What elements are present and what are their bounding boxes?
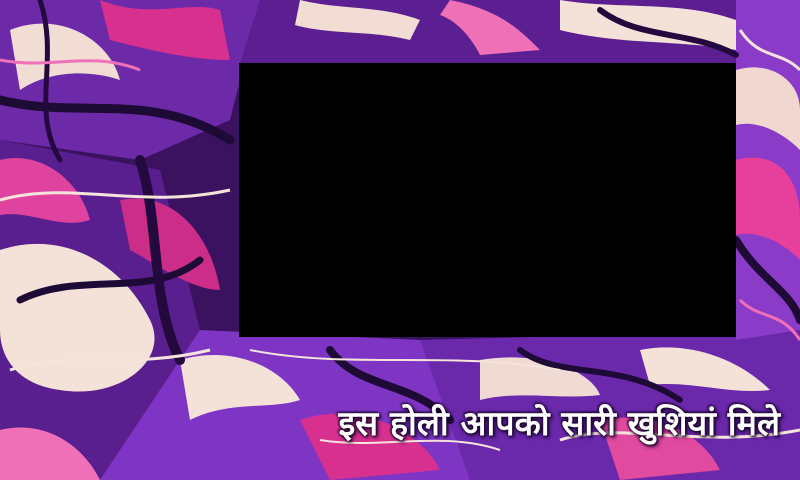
- holi-greeting-text: इस होली आपको सारी खुशियां मिले: [338, 404, 780, 444]
- photo-frame-placeholder: [239, 63, 736, 337]
